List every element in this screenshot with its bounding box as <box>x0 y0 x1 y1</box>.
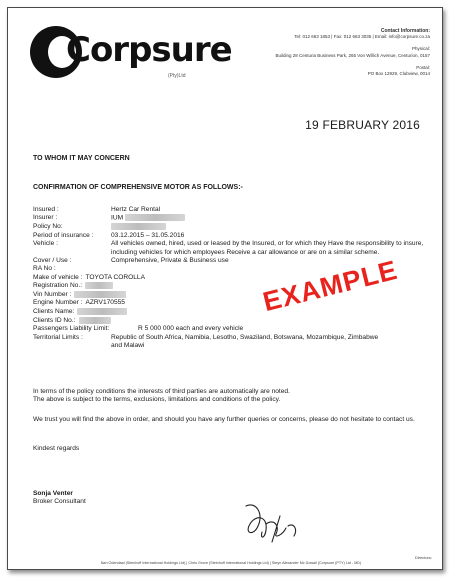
detail-row-registration: Registration No.: <box>33 282 433 291</box>
third-party-paragraph: In terms of the policy conditions the interests of third parties are automatically are noted. <box>33 388 290 395</box>
redacted-value <box>125 214 185 221</box>
contact-information <box>220 28 430 77</box>
letter-page <box>7 7 443 570</box>
physical-address: Building 28 Centuria Business Park, 265 Von Willich Avenue, Centurion, 0157 <box>275 52 430 58</box>
corpsure-logo <box>30 26 232 80</box>
contact-title: Contact Information: <box>380 28 430 34</box>
detail-row-liability: Passengers Liability Limit: R 5 000 000 each and every vehicle <box>33 325 244 333</box>
regards-line: Kindest regards <box>33 445 80 452</box>
signatory-name: Sonja Venter <box>33 490 73 497</box>
signature-icon <box>236 496 306 546</box>
detail-row-territorial: Territorial Limits : Republic of South Africa, Namibia, Lesotho, Swaziland, Botswana, Mozambique, Zimbabwe and Malawi <box>33 333 379 349</box>
detail-row-insurer: Insurer : IUM <box>33 214 433 223</box>
signatory-block <box>33 490 428 507</box>
postal-address: PO Box 12929, Clubview, 0014 <box>367 71 430 77</box>
signatory-title: Broker Consultant <box>33 498 86 506</box>
subject-line: CONFIRMATION OF COMPREHENSIVE MOTOR AS FOLLOWS:- <box>33 184 243 191</box>
example-stamp: EXAMPLE <box>260 254 401 318</box>
redacted-value <box>79 317 111 324</box>
redacted-value <box>74 291 126 298</box>
terms-paragraph: The above is subject to the terms, exclusions, limitations and conditions of the policy. <box>33 396 281 403</box>
detail-row-clients-id: Clients ID No.: <box>33 317 433 326</box>
physical-title: Physical: <box>411 46 430 52</box>
detail-row-vin: Vin Number : <box>33 291 433 300</box>
redacted-value <box>111 223 166 230</box>
postal-title: Postal: <box>416 64 430 70</box>
detail-row-clients-name: Clients Name: <box>33 308 433 317</box>
detail-row-ra: RA No : <box>33 265 56 273</box>
directors-line: Nan Odendaal (Steinhoff International Holdings Ltd) | Chris Grove (Steinhoff International Holdings Ltd) | Steyn Alexander Mc Dowall (Corpsure (PTY) Ltd - MD) <box>100 561 362 565</box>
detail-row-policy: Policy No: <box>33 223 433 232</box>
detail-row-engine: Engine Number : AZRV170555 <box>33 299 125 307</box>
logo-subtitle: (Pty)Ltd <box>168 73 186 79</box>
redacted-value <box>85 282 113 289</box>
contact-line: Tel: 012 663 1853 | Fax: 012 663 3035 | Email: info@corpsure.co.za <box>294 34 430 40</box>
directors-title: Directors: <box>414 555 432 560</box>
redacted-value <box>77 308 127 315</box>
detail-row-cover: Cover / Use : Comprehensive, Private & Business use <box>33 256 229 264</box>
salutation: TO WHOM IT MAY CONCERN <box>33 155 130 162</box>
letter-date: 19 FEBRUARY 2016 <box>305 118 420 132</box>
detail-row-insured: Insured : Hertz Car Rental <box>33 206 161 213</box>
directors-footer <box>28 555 434 565</box>
contact-paragraph: We trust you will find the above in order, and should you have any further queries or concerns, please do not hesitate to contact us. <box>33 416 415 423</box>
logo-wordmark: Corpsure <box>66 30 232 70</box>
detail-row-make: Make of vehicle : TOYOTA COROLLA <box>33 273 145 281</box>
detail-row-vehicle: Vehicle : All vehicles owned, hired, used or leased by the Insured, or for which they Have the responsibility to insure, including vehicles for which employees Receive a car allowance or are on a similar scheme. <box>33 240 424 256</box>
detail-row-period: Period of insurance : 03.12.2015 – 31.05.2016 <box>33 231 185 239</box>
